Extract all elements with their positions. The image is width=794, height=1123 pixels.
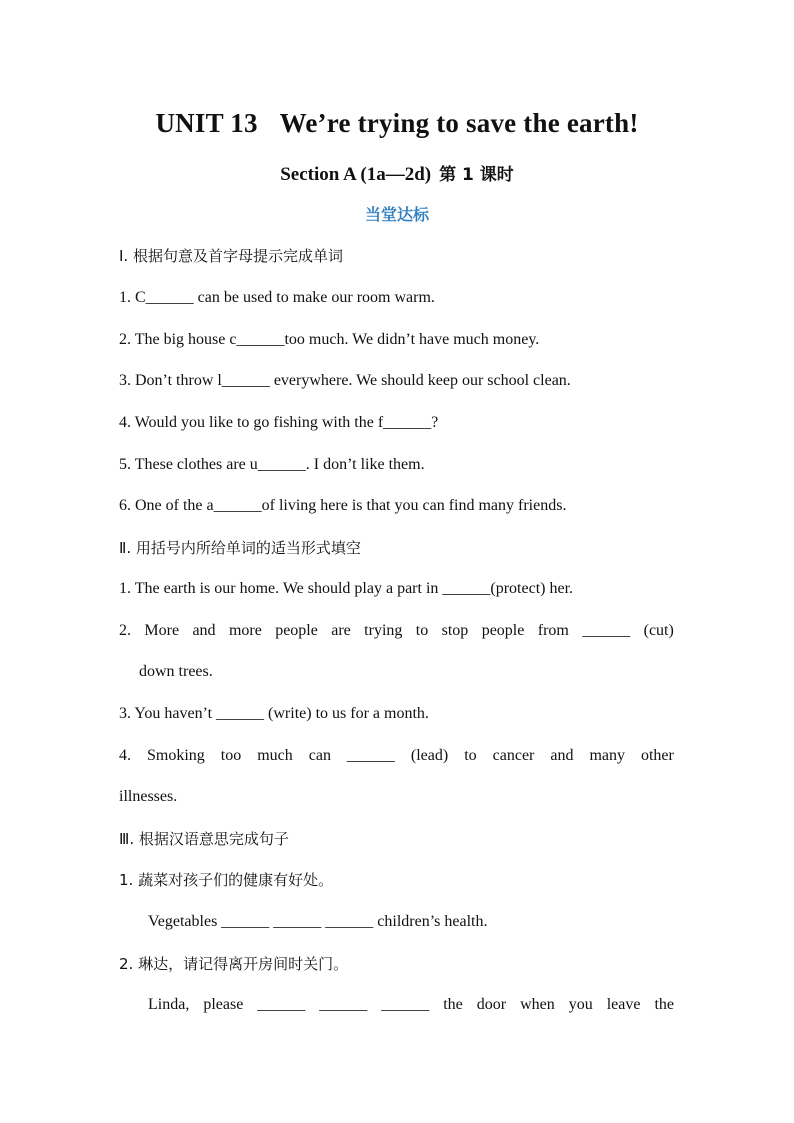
word: more [228, 622, 262, 639]
word: people [481, 622, 525, 639]
answer-blank: ______ [257, 996, 306, 1013]
section-label: Section A (1a—2d) [280, 164, 432, 185]
word: other [640, 747, 674, 764]
word: leave [606, 996, 641, 1013]
word: many [589, 747, 625, 764]
word: people [275, 622, 318, 639]
word: and [192, 622, 216, 639]
part3-item-1-english: Vegetables ______ ______ ______ children’s health. [148, 913, 488, 930]
section-subtitle [0, 160, 794, 186]
part1-item-2: 2. The big house c______too much. We didn’t have much money. [119, 331, 540, 348]
word: when [520, 996, 555, 1013]
answer-blank: ______ [381, 996, 430, 1013]
part3-heading: Ⅲ. 根据汉语意思完成句子 [119, 830, 289, 848]
part2-item-4-cont: illnesses. [119, 788, 178, 805]
word: door [476, 996, 507, 1013]
word: please [203, 996, 244, 1013]
part2-item-2 [119, 621, 674, 641]
word: stop [441, 622, 469, 639]
word: Smoking [146, 747, 205, 764]
part1-item-1: 1. C______ can be used to make our room warm. [119, 289, 435, 306]
unit-name: We’re trying to save the earth! [279, 108, 639, 138]
part2-heading: Ⅱ. 用括号内所给单词的适当形式填空 [119, 539, 361, 557]
word: are [331, 622, 351, 639]
part1-heading: I. 根据句意及首字母提示完成单词 [119, 247, 343, 265]
part2-item-1: 1. The earth is our home. We should play a part in ______(protect) her. [119, 580, 574, 597]
word: the [654, 996, 674, 1013]
word: More [144, 622, 180, 639]
answer-blank: ______ [582, 622, 631, 639]
part3-item-2-english [148, 995, 674, 1015]
word: (cut) [643, 622, 674, 639]
lesson-type: 当堂达标 [364, 205, 429, 224]
word: Linda, [148, 996, 190, 1013]
word: too [220, 747, 242, 764]
unit-title [0, 108, 794, 139]
word: and [550, 747, 574, 764]
part1-item-3: 3. Don’t throw l______ everywhere. We should keep our school clean. [119, 372, 571, 389]
part1-item-6: 6. One of the a______of living here is that you can find many friends. [119, 497, 567, 514]
word: much [257, 747, 293, 764]
part1-item-4: 4. Would you like to go fishing with the f______? [119, 414, 439, 431]
word: from [537, 622, 569, 639]
word: trying [364, 622, 403, 639]
word: can [308, 747, 331, 764]
part2-item-3: 3. You haven’t ______ (write) to us for a month. [119, 705, 429, 722]
word: to [464, 747, 477, 764]
part3-item-2-chinese: 2. 琳达，请记得离开房间时关门。 [119, 955, 349, 973]
word: 2. [119, 622, 131, 639]
word: to [415, 622, 429, 639]
word: cancer [492, 747, 535, 764]
part1-item-5: 5. These clothes are u______. I don’t like them. [119, 456, 425, 473]
part3-item-1-chinese: 1. 蔬菜对孩子们的健康有好处。 [119, 871, 334, 889]
word: the [443, 996, 463, 1013]
word: 4. [119, 747, 131, 764]
period-label: 第 1 课时 [439, 165, 514, 185]
part2-item-4 [119, 746, 674, 766]
word: you [568, 996, 593, 1013]
answer-blank: ______ [346, 747, 395, 764]
word: (lead) [410, 747, 449, 764]
unit-number: UNIT 13 [155, 108, 258, 138]
answer-blank: ______ [319, 996, 368, 1013]
part2-item-2-cont: down trees. [139, 663, 213, 680]
